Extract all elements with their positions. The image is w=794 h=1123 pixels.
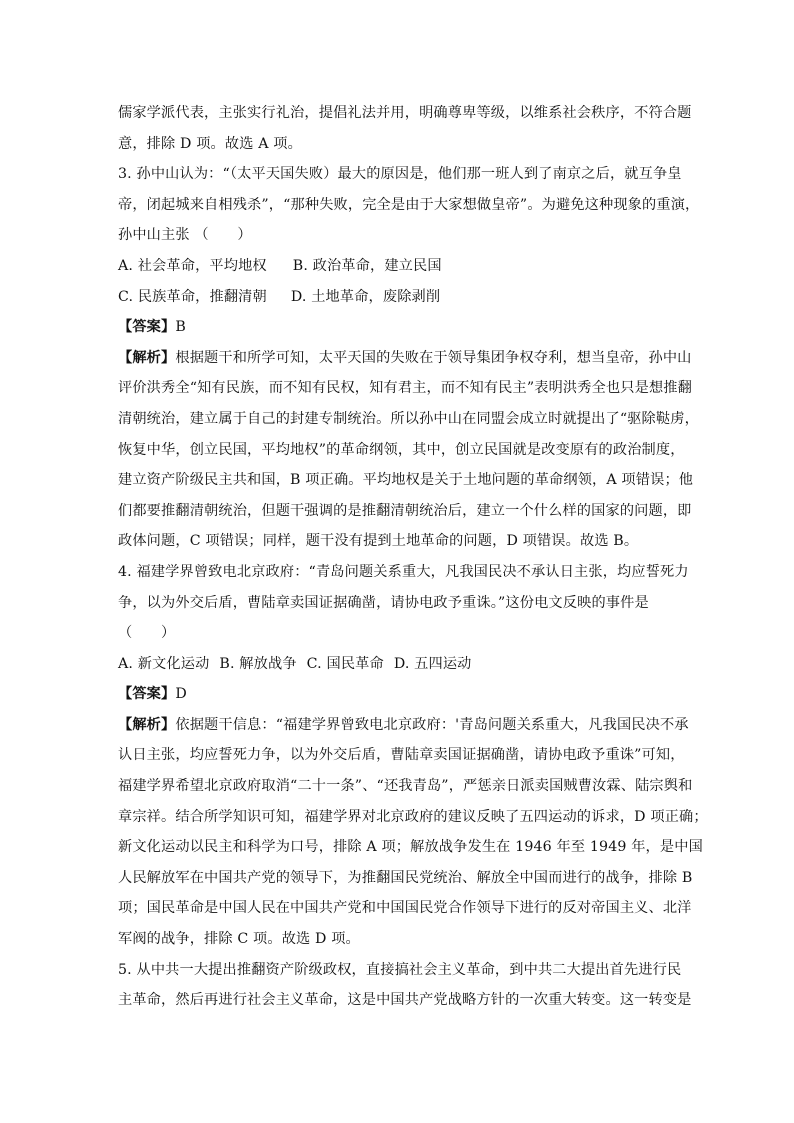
analysis-text: 依据题干信息：“福建学界曾致电北京政府：'青岛问题关系重大，凡我国民决不承 — [175, 716, 689, 733]
analysis-text: 项；国民革命是中国人民在中国共产党和中国国民党合作领导下进行的反对帝国主义、北洋 — [118, 900, 692, 917]
analysis-text: 新文化运动以民主和科学为口号，排除 A 项；解放战争发生在 1946 年至 1949 年，是中国 — [118, 839, 703, 856]
analysis-text: 章宗祥。结合所学知识可知，福建学界对北京政府的建议反映了五四运动的诉求，D 项正确； — [118, 808, 708, 825]
analysis-text: 清朝统治，建立属于自己的封建专制统治。所以孙中山在同盟会成立时就提出了“驱除鞑虏， — [118, 410, 699, 427]
question-3-stem: 3. 孙中山认为：“（太平天国失败）最大的原因是，他们那一班人到了南京之后，就互争皇 — [118, 166, 682, 183]
question-5-stem: 5. 从中共一大提出推翻资产阶级政权，直接搞社会主义革命，到中共二大提出首先进行民 — [118, 961, 682, 978]
analysis-text: 恢复中华，创立民国，平均地权”的革命纲领，其中，创立民国就是改变原有的政治制度， — [118, 441, 685, 458]
option-a: A. 新文化运动 — [118, 655, 210, 672]
option-d: D. 五四运动 — [393, 655, 472, 672]
question-3-options-row-2 — [118, 282, 688, 313]
question-4-stem: 争，以为外交后盾，曹陆章卖国证据确凿，请协电政予重诛。”这份电文反映的事件是 — [118, 594, 649, 611]
answer-label: 【答案】 — [118, 319, 176, 336]
question-3-stem: 帝，闭起城来自相残杀”，“那种失败，完全是由于大家想做皇帝”。为避免这种现象的重演， — [118, 196, 700, 213]
analysis-text: 政体问题，C 项错误；同样，题干没有提到土地革命的问题，D 项错误。故选 B。 — [118, 533, 639, 550]
analysis-label: 【解析】 — [118, 716, 176, 733]
text-line: 意，排除 D 项。故选 A 项。 — [118, 135, 302, 152]
analysis-text: 福建学界希望北京政府取消“二十一条”、“还我青岛”，严惩亲日派卖国贼曹汝霖、陆宗舆和 — [118, 778, 693, 795]
question-4-options — [118, 649, 688, 680]
analysis-text: 建立资产阶级民主共和国，B 项正确。平均地权是关于土地问题的革命纲领，A 项错误；他 — [118, 472, 694, 489]
analysis-label: 【解析】 — [118, 349, 176, 366]
answer-value: B — [175, 319, 186, 336]
option-a: A. 社会革命，平均地权 — [118, 257, 267, 274]
question-4-answer — [118, 679, 688, 710]
analysis-text: 认日主张，均应誓死力争，以为外交后盾，曹陆章卖国证据确凿，请协电政予重诛”可知， — [118, 747, 685, 764]
question-4-analysis — [118, 710, 688, 741]
option-d: D. 土地革命，废除剥削 — [290, 288, 441, 305]
analysis-text: 评价洪秀全“知有民族，而不知有民权，知有君主，而不知有民主”表明洪秀全也只是想推翻 — [118, 380, 692, 397]
analysis-text: 根据题干和所学可知，太平天国的失败在于领导集团争权夺利，想当皇帝，孙中山 — [175, 349, 692, 366]
question-4-stem: 4. 福建学界曾致电北京政府：“青岛问题关系重大，凡我国民决不承认日主张，均应誓死力 — [118, 563, 689, 580]
analysis-text: 军阀的战争，排除 C 项。故选 D 项。 — [118, 931, 360, 948]
option-c: C. 国民革命 — [306, 655, 384, 672]
document-page — [118, 98, 708, 1016]
question-4-stem: （ ） — [118, 625, 176, 642]
option-c: C. 民族革命，推翻清朝 — [118, 288, 267, 305]
question-3-stem: 孙中山主张 （ ） — [118, 227, 252, 244]
analysis-text: 们都要推翻清朝统治，但题干强调的是推翻清朝统治后，建立一个什么样的国家的问题，即 — [118, 502, 692, 519]
question-5-stem: 主革命，然后再进行社会主义革命，这是中国共产党战略方针的一次重大转变。这一转变是 — [118, 992, 692, 1009]
answer-value: D — [175, 686, 187, 703]
question-3-options-row-1 — [118, 251, 688, 282]
text-line: 儒家学派代表，主张实行礼治，提倡礼法并用，明确尊卑等级，以维系社会秩序，不符合题 — [118, 105, 692, 121]
analysis-text: 人民解放军在中国共产党的领导下，为推翻国民党统治、解放全中国而进行的战争，排除 B — [118, 869, 693, 886]
answer-label: 【答案】 — [118, 686, 176, 703]
question-3-answer — [118, 312, 688, 343]
option-b: B. 解放战争 — [219, 655, 297, 672]
question-3-analysis — [118, 343, 692, 374]
option-b: B. 政治革命，建立民国 — [292, 257, 442, 274]
